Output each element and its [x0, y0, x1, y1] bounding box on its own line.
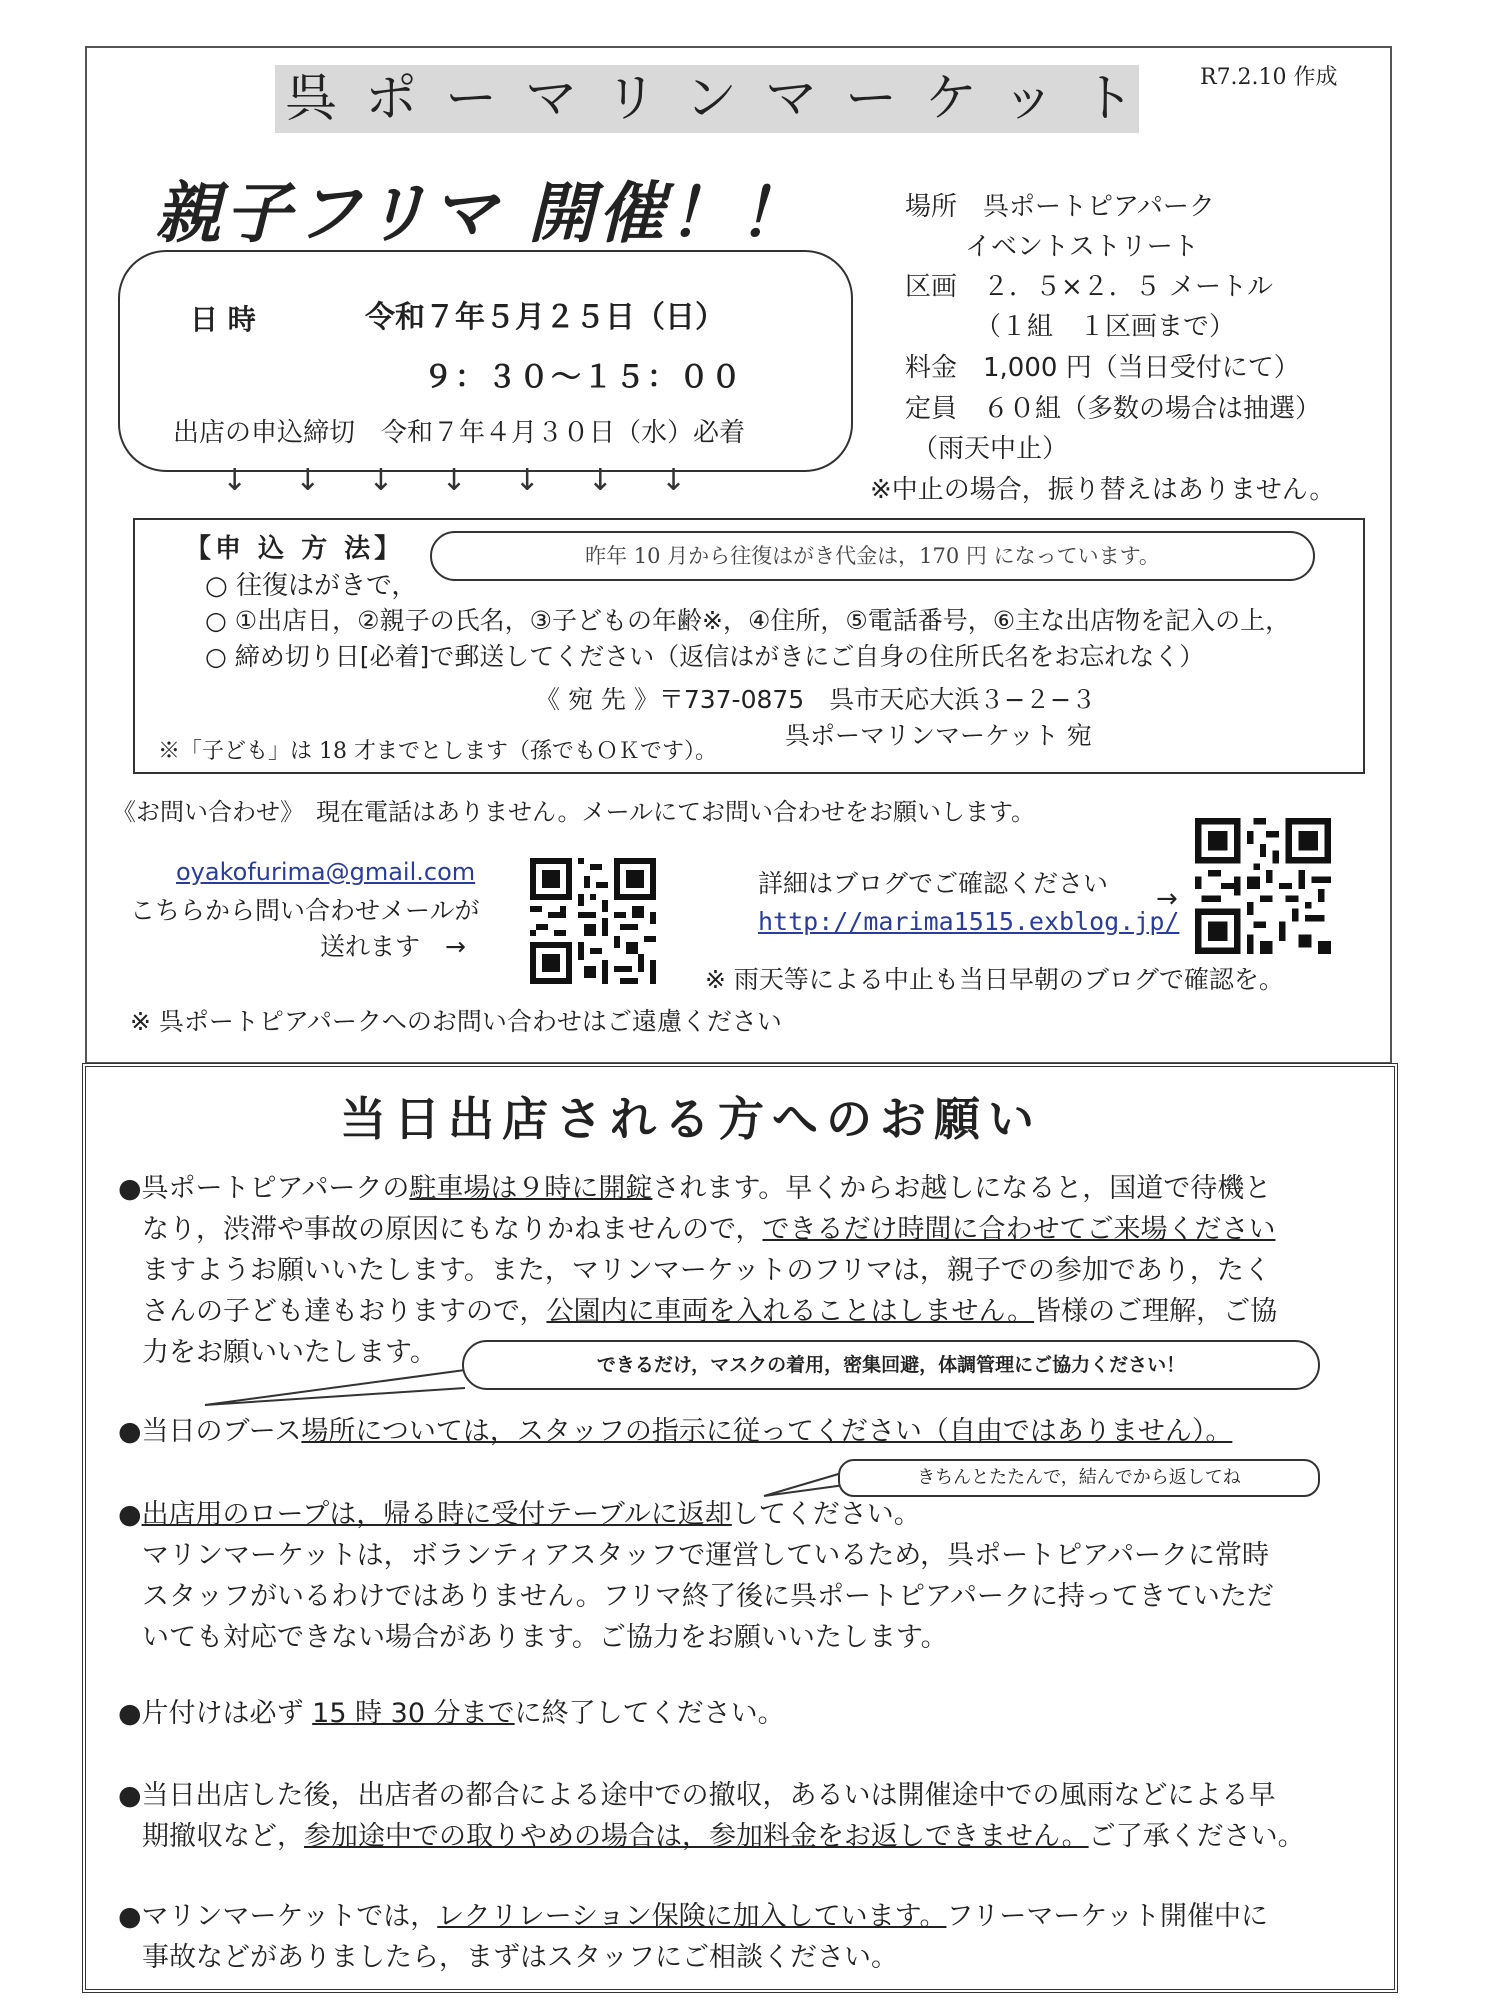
info-plot: 区画 ２．５×２．５ メートル	[905, 272, 1274, 302]
mask-bubble: できるだけ，マスクの着用，密集回避，体調管理にご協力ください！	[462, 1340, 1320, 1390]
apply-item-3: ○ 締め切り日[必着]で郵送してください（返信はがきにご自身の住所氏名をお忘れなく）	[205, 642, 1205, 671]
rain-note: ※ 雨天等による中止も当日早朝のブログで確認を。	[705, 965, 1284, 994]
requests-title: 当日出店される方へのお願い	[340, 1092, 1042, 1146]
info-place: 場所 呉ポートピアパーク	[905, 192, 1215, 222]
rope-bubble: きちんとたたんで，結んでから返してね	[838, 1459, 1320, 1497]
event-date: 令和７年５月２５日（日）	[365, 300, 725, 335]
blog-text: 詳細はブログでご確認ください	[758, 869, 1109, 898]
datetime-label: 日 時	[190, 303, 256, 336]
apply-item-1: ○ 往復はがきで，	[205, 571, 418, 601]
info-fee: 料金 1,000 円（当日受付にて）	[905, 353, 1300, 383]
contact-email-link[interactable]: oyakofurima@gmail.com	[176, 858, 476, 886]
email-qr-code[interactable]	[530, 858, 656, 984]
created-date: R7.2.10 作成	[1200, 65, 1338, 90]
mask-bubble-tail	[200, 1360, 480, 1410]
application-heading: 【申 込 方 法】	[185, 534, 405, 564]
mail-text-2: 送れます →	[320, 932, 466, 961]
info-place-sub: イベントストリート	[965, 232, 1199, 262]
mail-text-1: こちらから問い合わせメールが	[130, 896, 480, 925]
request-rope: ●出店用のロープは，帰る時に受付テーブルに返却してください。 マリンマーケットは，ボランティアスタッフで運営しているため，呉ポートピアパークに常時 スタッフがいるわけではありません。フリマ終了後に呉ポートピアパークに持ってきていただ いても対応できない場合があります。ご協力をお願いいたします。	[118, 1499, 1274, 1653]
mailing-address: 《 宛 先 》〒737-0875 呉市天応大浜３−２−３	[535, 685, 1097, 714]
market-title: 呉ポーマリンマーケット	[275, 65, 1139, 133]
blog-qr-code[interactable]	[1195, 818, 1331, 954]
event-time: ９：３０〜１５：００	[423, 360, 743, 395]
request-parking: ●呉ポートピアパークの駐車場は９時に開錠されます。早くからお越しになると，国道で待機と なり，渋滞や事故の原因にもなりかねませんので，できるだけ時間に合わせてご来場ください ますようお願いいたします。また，マリンマーケットのフリマは，親子での参加であり，たく さんの子ども達もおりますので，公園内に車両を入れることはしません。皆様のご理解，ご協 力をお願いいたします。	[118, 1173, 1278, 1368]
request-booth: ●当日のブース場所については，スタッフの指示に従ってください（自由ではありません）。	[118, 1416, 1233, 1447]
age-note: ※「子ども」は 18 才までとします（孫でもＯＫです）。	[158, 739, 717, 764]
down-arrows: ↓↓↓↓↓↓↓	[222, 463, 734, 498]
park-note: ※ 呉ポートピアパークへのお問い合わせはご遠慮ください	[130, 1007, 782, 1036]
request-insurance: ●マリンマーケットでは，レクリレーション保険に加入しています。フリーマーケット開催中に 事故などがありましたら，まずはスタッフにご相談ください。	[118, 1901, 1269, 1973]
event-headline: 親子フリマ 開催！！	[155, 175, 809, 252]
info-rain: （雨天中止）	[912, 434, 1069, 464]
contact-line: 《お問い合わせ》 現在電話はありません。メールにてお問い合わせをお願いします。	[112, 798, 1036, 826]
application-deadline: 出店の申込締切 令和７年４月３０日（水）必着	[173, 418, 746, 448]
request-cleanup: ●片付けは必ず 15 時 30 分までに終了してください。	[118, 1698, 785, 1729]
info-capacity: 定員 ６０組（多数の場合は抽選）	[905, 394, 1322, 424]
blog-url-link[interactable]: http://marima1515.exblog.jp/	[758, 907, 1180, 936]
request-refund: ●当日出店した後，出店者の都合による途中での撤収，あるいは開催途中での風雨などによる早 期撤収など，参加途中での取りやめの場合は，参加料金をお返しできません。ご了承ください。	[118, 1780, 1305, 1852]
info-plot-note: （１組 １区画まで）	[975, 312, 1236, 342]
info-cancel-note: ※中止の場合，振り替えはありません。	[870, 475, 1336, 505]
postcard-price-bubble: 昨年 10 月から往復はがき代金は，170 円 になっています。	[430, 531, 1315, 581]
blog-arrow: →	[1156, 884, 1178, 914]
mailing-recipient: 呉ポーマリンマーケット 宛	[785, 721, 1092, 750]
apply-item-2: ○ ①出店日，②親子の氏名，③子どもの年齢※，④住所，⑤電話番号，⑥主な出店物を記入の上，	[205, 606, 1291, 635]
